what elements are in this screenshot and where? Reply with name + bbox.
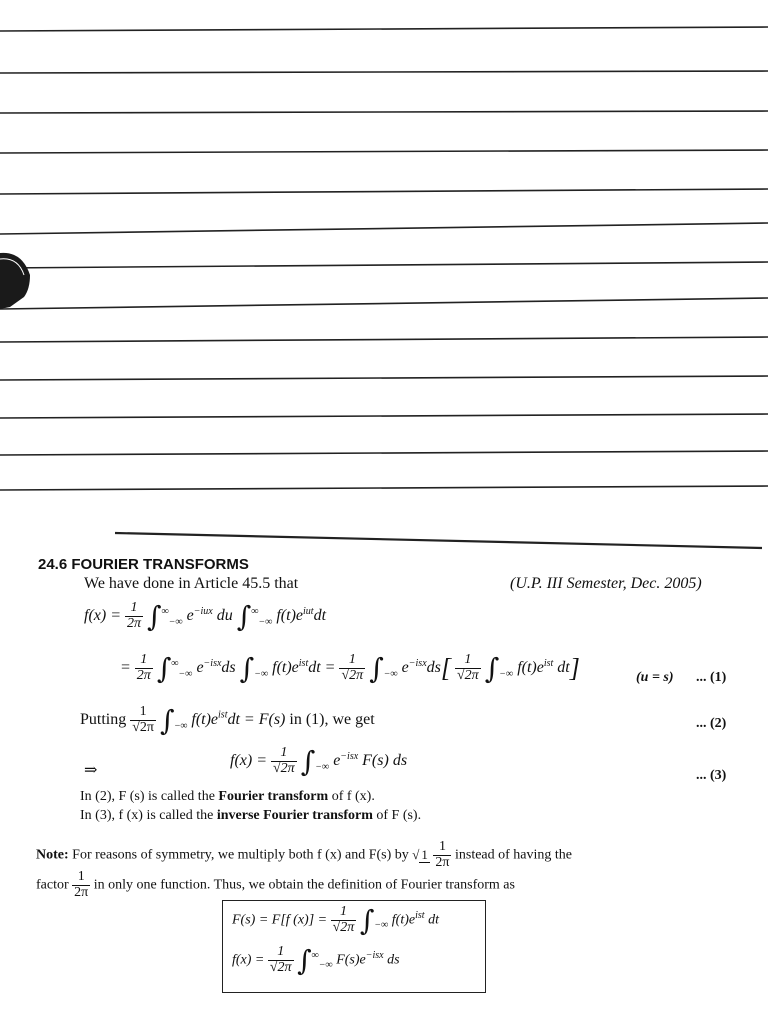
statement-fourier-transform: In (2), F (s) is called the Fourier transform of f (x). [80, 789, 375, 804]
equation-label-2: ... (2) [696, 716, 727, 731]
boxed-inverse-transform: f(x) = $\frac{1}{√2\pi}$ $\int^\infty_{-\infty}$ $F(s)e^{-isx}$ ds [232, 944, 400, 977]
equation-label-1: ... (1) [696, 670, 727, 685]
equation-second: = $\frac{1}{2\pi}$ $\int^\infty_{-\infty}$ $e^{-isx}ds$ $\int_{-\infty}$ $f(t)e^{ist}dt$ = $\frac{1}{√2\pi}$ $\int_{-\infty}$ $e^{-isx}ds$[ $\frac{1}{√2\pi}$ $\int_{-\infty}$ $f(t)e^{ist}$ dt] [120, 652, 580, 685]
section-number: 24.6 [38, 556, 68, 573]
equation-inverse: f(x) = $\frac{1}{√2\pi}$ $\int_{-\infty}$ $e^{-isx}$ F(s) ds [230, 745, 408, 778]
note-line-1: Note: For reasons of symmetry, we multiply both f (x) and F(s) by √ 1 $\frac{1}{2\pi}$ instead of having the [36, 839, 573, 870]
equation-first: f(x) = $\frac{1}{2\pi}$ $\int^\infty_{-\infty}$ $e^{-iux}$ du $\int^\infty_{-\infty}$ $f(t)e^{iut}dt$ [84, 600, 327, 633]
putting-suffix: in (1), we get [289, 711, 375, 729]
statement-inverse-transform: In (3), f (x) is called the inverse Fourier transform of F (s). [80, 808, 422, 823]
intro-text: We have done in Article 45.5 that [84, 575, 299, 592]
section-heading [38, 556, 249, 573]
equation-label-3: ... (3) [696, 768, 727, 783]
section-title: FOURIER TRANSFORMS [71, 556, 249, 573]
page-tab-mark [0, 245, 36, 315]
boxed-forward-transform: F(s) = F[f (x)] = $\frac{1}{√2\pi}$ $\int_{-\infty}$ $f(t)e^{ist}$ dt [232, 904, 439, 937]
putting-line: Putting $\frac{1}{√2\pi}$ $\int_{-\infty}$ $f(t)e^{ist}dt = F(s)$ in (1), we get [80, 704, 375, 737]
putting-prefix: Putting [80, 711, 127, 729]
note-label: Note: [36, 847, 69, 863]
implies-arrow: ⇒ [84, 762, 98, 779]
condition-u-equals-s: (u = s) [636, 670, 674, 685]
note-line-2: factor $\frac{1}{2\pi}$ in only one function. Thus, we obtain the definition of Fourier transform as [36, 869, 515, 900]
exam-reference: (U.P. III Semester, Dec. 2005) [510, 575, 702, 592]
